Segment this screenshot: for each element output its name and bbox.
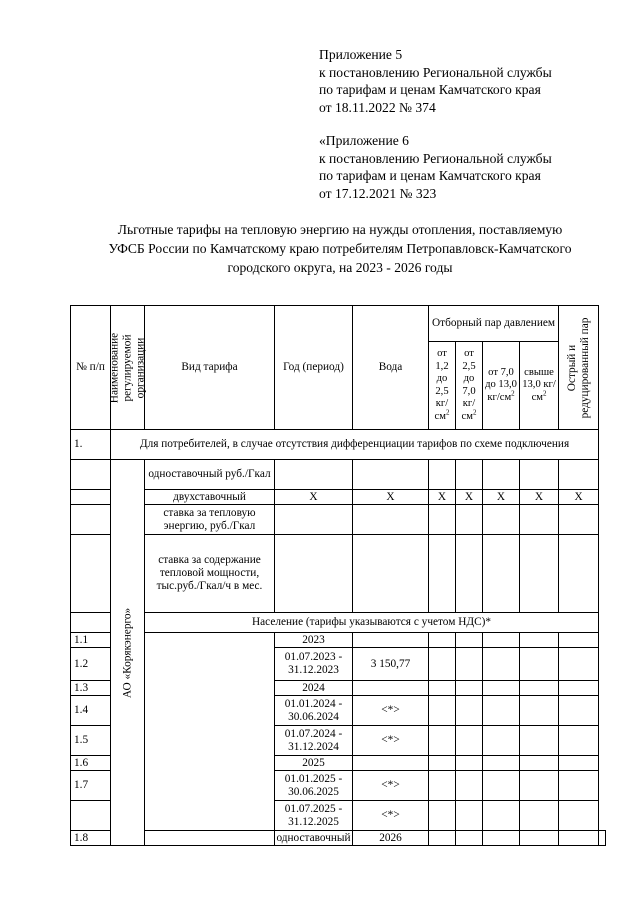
header-line: Приложение 5 <box>319 47 403 62</box>
row-number: 1.6 <box>71 756 111 771</box>
header-pressure-1: от 1,2 до 2,5 $кг/см^2$ <box>429 342 456 430</box>
rate-power: ставка за содержание тепловой мощности, тыс.руб./Гкал/ч в мес. <box>145 535 275 613</box>
header-organization: Наименование регулируемой организации <box>111 306 145 430</box>
rate-energy: ставка за тепловую энергию, руб./Гкал <box>145 505 275 535</box>
row-period: 01.01.2025 - 30.06.2025 <box>275 771 353 801</box>
row-water-value: <*> <box>353 771 429 801</box>
row-number: 1.5 <box>71 726 111 756</box>
header-num: № п/п <box>71 306 111 430</box>
title-line: УФСБ России по Камчатскому краю потребителям Петропавловск-Камчатского <box>108 241 572 256</box>
row-period: 01.07.2025 - 31.12.2025 <box>275 801 353 831</box>
population-header: Население (тарифы указываются с учетом НДС)* <box>145 613 599 633</box>
document-title <box>60 220 620 277</box>
header-steam: Отборный пар давлением <box>429 306 559 342</box>
row-water-value: 3 150,77 <box>353 648 429 681</box>
header-line: по тарифам и ценам Камчатского края <box>319 168 541 183</box>
header-water: Вода <box>353 306 429 430</box>
row-water-value: <*> <box>353 801 429 831</box>
title-line: городского округа, на 2023 - 2026 годы <box>227 260 453 275</box>
tariff-table: № п/п Наименование регулируемой организации Вид тарифа Год (период) Вода Отборный пар давлением Острый и редуцированный пар от 1,2 до 2,5 $кг/см^2$ от 2,5 до 7,0 $кг/см^2$ от 7,0 до 13,0 $кг/см^2$ свыше 13,0 $кг/см^2$ 1. Для потребителей, в случае отсутствия дифференциации тарифов по схеме подключения АО «Корякэнерго» одноставочный руб./Гкал двухставочный Х Х Х Х Х Х Х ставка за тепловую энергию, руб./Гкал ставка за содержание тепловой мощности, тыс.руб./Гкал/ч в мес. Население (тарифы указываются с учетом НДС)* 1.1 2023 1.2 01.07.2023 - 31.12.2023 3 150,77 1.3 2024 1.4 01.01.2024 - 30.06.2024 <*> 1.5 01.07.2024 - 31.12.2024 <*> 1.6 2025 1.7 01.01.2025 - 30.06.2025 <*> 01.07.2025 - 31.12.2025 <*> 1.8 одноставочный 2026 <box>70 305 606 846</box>
section-number: 1. <box>71 430 111 460</box>
row-number: 1.2 <box>71 648 111 681</box>
row-number <box>71 801 111 831</box>
header-tariff-kind: Вид тарифа <box>145 306 275 430</box>
header-pressure-2: от 2,5 до 7,0 $кг/см^2$ <box>456 342 483 430</box>
header-line: от 18.11.2022 № 374 <box>319 99 436 115</box>
appendix-header <box>319 46 552 116</box>
header-line: от 17.12.2021 № 323 <box>319 185 437 201</box>
appendix-header-previous <box>319 132 552 202</box>
header-pressure-4: свыше 13,0 $кг/см^2$ <box>520 342 559 430</box>
header-line: к постановлению Региональной службы <box>319 150 552 166</box>
header-sharp-steam: Острый и редуцированный пар <box>559 306 599 430</box>
header-line: «Приложение 6 <box>319 133 409 148</box>
row-number: 1.1 <box>71 633 111 648</box>
row-period: 2025 <box>275 756 353 771</box>
row-number: 1.3 <box>71 681 111 696</box>
title-line: Льготные тарифы на тепловую энергию на нужды отопления, поставляемую <box>117 222 563 237</box>
row-tariff-kind: одноставочный <box>276 831 351 844</box>
tariff-two-rate: двухставочный <box>145 490 275 505</box>
row-water-value: <*> <box>353 726 429 756</box>
row-number: 1.7 <box>71 771 111 801</box>
row-number: 1.8 <box>71 831 111 846</box>
header-period: Год (период) <box>275 306 353 430</box>
row-period: 2023 <box>275 633 353 648</box>
row-period: 01.07.2024 - 31.12.2024 <box>275 726 353 756</box>
row-period: 2024 <box>275 681 353 696</box>
header-line: по тарифам и ценам Камчатского края <box>319 82 541 97</box>
row-number: 1.4 <box>71 696 111 726</box>
header-line: к постановлению Региональной службы <box>319 64 552 80</box>
tariff-one-rate: одноставочный руб./Гкал <box>145 460 275 490</box>
row-period: 01.07.2023 - 31.12.2023 <box>275 648 353 681</box>
section-title: Для потребителей, в случае отсутствия дифференциации тарифов по схеме подключения <box>111 430 599 460</box>
organization-name: АО «Корякэнерго» <box>111 460 145 846</box>
row-period: 01.01.2024 - 30.06.2024 <box>275 696 353 726</box>
header-pressure-3: от 7,0 до 13,0 $кг/см^2$ <box>483 342 520 430</box>
row-period: 2026 <box>353 831 429 846</box>
row-water-value: <*> <box>353 696 429 726</box>
